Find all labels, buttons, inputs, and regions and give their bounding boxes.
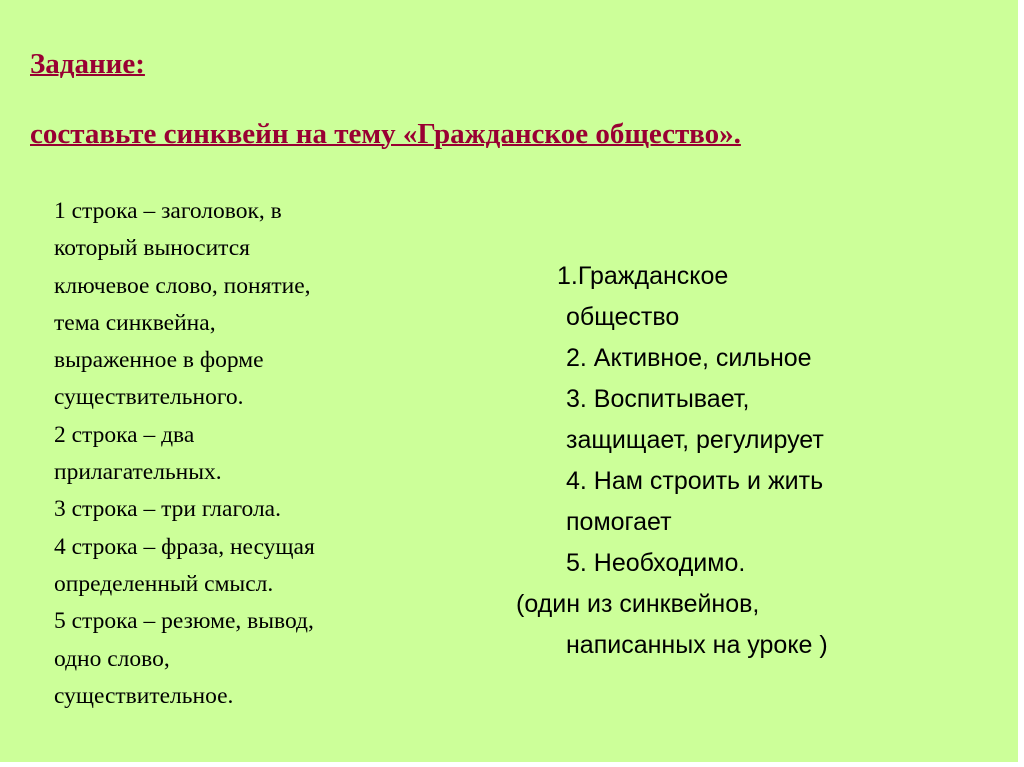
example-line: 5. Необходимо. bbox=[566, 549, 746, 577]
example-line: общество bbox=[566, 303, 680, 331]
rules-line: определенный смысл. bbox=[54, 570, 274, 597]
slide-heading: Задание: bbox=[30, 48, 145, 80]
rules-line: прилагательных. bbox=[54, 459, 222, 486]
rules-line: 1 строка – заголовок, в bbox=[54, 198, 282, 224]
example-line: 3. Воспитывает, bbox=[566, 385, 750, 413]
example-cinquain bbox=[500, 256, 828, 666]
rules-line: 2 строка – два bbox=[54, 421, 195, 448]
task-text: составьте синквейн на тему «Гражданское общество». bbox=[30, 118, 741, 150]
example-line: 2. Активное, сильное bbox=[566, 344, 812, 372]
example-line: 4. Нам строить и жить bbox=[566, 467, 824, 495]
rules-line: который выносится bbox=[54, 235, 250, 262]
rules-line: 3 строка – три глагола. bbox=[54, 496, 281, 523]
rules-line: тема синквейна, bbox=[54, 309, 216, 336]
rules-line: ключевое слово, понятие, bbox=[54, 272, 311, 299]
rules-line: 5 строка – резюме, вывод, bbox=[54, 608, 314, 635]
rules-line: одно слово, bbox=[54, 645, 170, 672]
rules-line: выраженное в форме bbox=[54, 347, 264, 374]
example-line: помогает bbox=[566, 508, 672, 536]
rules-list bbox=[54, 193, 315, 715]
example-line: 1.Гражданское bbox=[557, 262, 729, 290]
rules-line: существительного. bbox=[54, 384, 244, 411]
rules-line: 4 строка – фраза, несущая bbox=[54, 533, 315, 560]
example-note: написанных на уроке ) bbox=[566, 631, 828, 659]
example-line: защищает, регулирует bbox=[566, 426, 824, 454]
rules-line: существительное. bbox=[54, 682, 234, 709]
example-note: (один из синквейнов, bbox=[516, 590, 760, 618]
